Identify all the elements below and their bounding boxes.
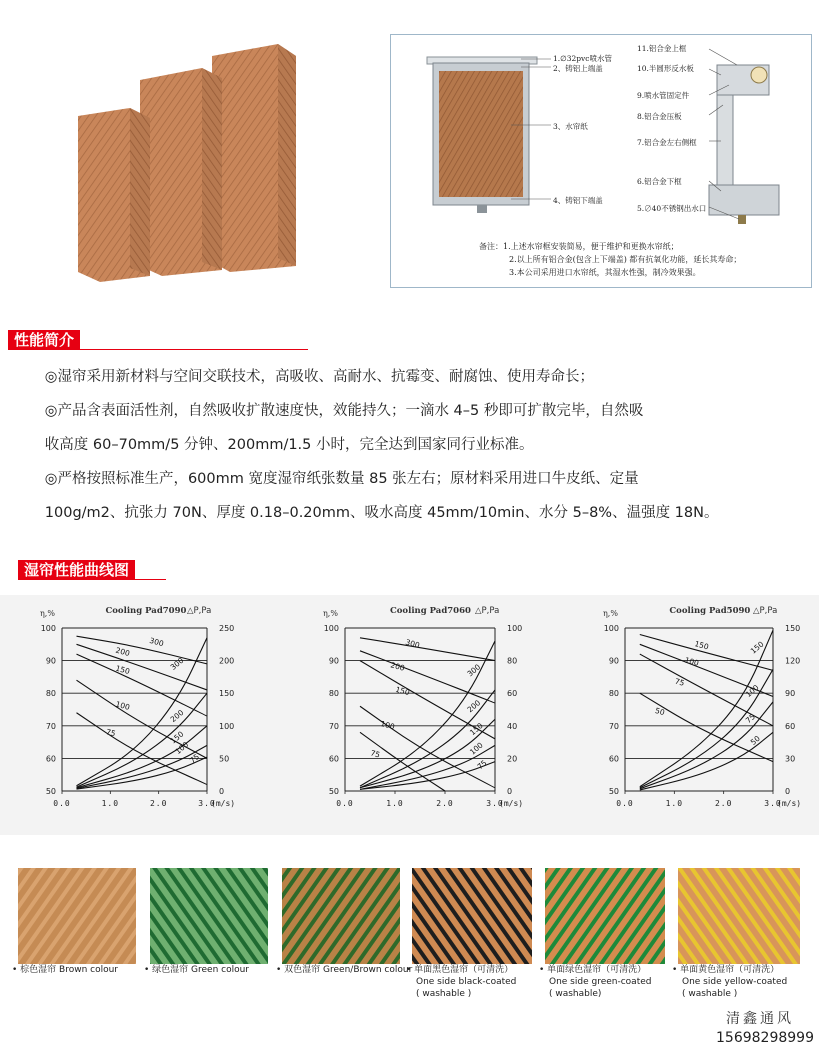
product-photo-brown: [18, 868, 136, 964]
performance-point-1: ◎湿帘采用新材料与空间交联技术，高吸收、高耐水、抗霉变、耐腐蚀、使用寿命长；: [44, 369, 594, 385]
pressure-curve-label: 100: [468, 740, 485, 757]
phone-number: 15698298999: [716, 1030, 814, 1046]
section-title-performance: 性能简介: [8, 330, 80, 350]
diagram-label-water-plate: 10.半圆形反水板: [637, 64, 694, 73]
product-caption: ( washable ): [682, 989, 738, 999]
diagram-label-top-cap: 2、铸铝上端盖: [553, 64, 603, 73]
chart-y2-tick-label: 0: [785, 787, 791, 796]
performance-point-2-cont: 收高度 60–70mm/5 分钟、200mm/1.5 小时，完全达到国家同行业标准。: [44, 437, 534, 453]
chart-y2-tick-label: 120: [785, 656, 801, 666]
diagram-label-top-frame: 11.铝合金上框: [637, 44, 687, 53]
pressure-curve-label: 50: [748, 733, 762, 747]
diagram-label-press-plate: 8.铝合金压板: [637, 112, 682, 121]
chart-y2-tick-label: 100: [219, 721, 235, 731]
performance-point-3-cont: 100g/m2、抗张力 70N、厚度 0.18–0.20mm、吸水高度 45mm/10min、水分 5–8%、温强度 18N。: [44, 505, 719, 521]
efficiency-curve-label: 150: [693, 639, 710, 652]
chart-y-tick-label: 70: [45, 721, 56, 731]
performance-description: [10, 360, 810, 530]
frame-assembly-diagram: [390, 34, 812, 288]
chart-x-unit: (m/s): [777, 799, 802, 808]
chart-title: Cooling Pad5090: [669, 606, 751, 616]
chart-y-tick-label: 80: [328, 689, 339, 699]
efficiency-curve-150: [77, 654, 208, 716]
diagram-label-outlet: 5.∅40不锈钢出水口: [637, 204, 707, 213]
chart-y-tick-label: 80: [45, 689, 56, 699]
chart-y-tick-label: 60: [45, 754, 56, 764]
pressure-curve-label: 150: [168, 729, 186, 746]
chart-x-tick-label: 2.0: [436, 799, 454, 808]
product-caption: • 绿色湿帘 Green colour: [144, 965, 250, 975]
chart-x-tick-label: 2.0: [149, 799, 168, 808]
chart-y2-tick-label: 60: [785, 721, 796, 731]
section-underline: [18, 579, 166, 580]
product-caption: • 棕色湿帘 Brown colour: [12, 965, 119, 975]
pressure-curve-label: 200: [168, 707, 186, 725]
pressure-curve-label: 75: [475, 758, 489, 772]
diagram-label-bottom-frame: 6.铝合金下框: [637, 177, 682, 186]
product-caption: • 双色湿帘 Green/Brown colour: [276, 965, 413, 975]
chart-x-tick-label: 0.0: [336, 799, 354, 808]
chart-y2-tick-label: 200: [219, 656, 235, 666]
pressure-curve-label: 150: [468, 721, 485, 738]
chart-y-label: η,%: [603, 609, 618, 618]
chart-y-tick-label: 90: [608, 656, 619, 666]
product-caption: • 单面黑色湿帘（可清洗）: [406, 965, 514, 975]
efficiency-curve-label: 100: [114, 699, 131, 712]
section-title-curves: 湿帘性能曲线图: [18, 560, 135, 580]
chart-y2-tick-label: 30: [785, 754, 796, 764]
product-photo-green: [150, 868, 268, 964]
chart-y-tick-label: 70: [328, 721, 339, 731]
performance-point-3: ◎严格按照标准生产，600mm 宽度湿帘纸张数量 85 张左右；原材料采用进口牛皮纸、定量: [44, 471, 639, 487]
chart-x-tick-label: 3.0: [486, 799, 504, 808]
diagram-label-pipe: 1.∅32pvc喷水管: [553, 54, 612, 63]
pressure-curve-label: 300: [168, 655, 186, 672]
diagram-label-bottom-cap: 4、铸铝下端盖: [553, 196, 603, 205]
chart-y2-tick-label: 0: [507, 787, 513, 796]
efficiency-curve-label: 50: [654, 705, 666, 718]
brand-watermark: 清鑫通风: [726, 1011, 794, 1027]
section-underline: [8, 349, 308, 350]
product-caption: • 单面黄色湿帘（可清洗）: [672, 965, 780, 975]
product-caption: One side green-coated: [549, 977, 652, 987]
efficiency-curve-label: 75: [104, 727, 117, 739]
efficiency-curve-label: 150: [114, 663, 131, 677]
pressure-curve-300: [77, 635, 208, 786]
product-photo-greenc: [545, 868, 665, 964]
chart-y2-tick-label: 250: [219, 624, 235, 633]
efficiency-curve-200: [77, 644, 208, 690]
chart-y2-label: △P,Pa: [475, 606, 500, 616]
product-caption: One side yellow-coated: [682, 977, 788, 987]
pressure-curve-label: 75: [743, 712, 757, 726]
performance-curves-panel: [0, 595, 819, 835]
chart-y2-tick-label: 80: [507, 656, 518, 666]
performance-point-2: ◎产品含表面活性剂，自然吸收扩散速度快，效能持久；一滴水 4–5 秒即可扩散完毕，自然吸: [44, 403, 644, 419]
product-caption: ( washable ): [416, 989, 472, 999]
performance-curves-svg: [0, 595, 819, 835]
product-caption: One side black-coated: [416, 977, 517, 987]
chart-y-tick-label: 80: [608, 689, 619, 699]
chart-title: Cooling Pad7060: [390, 606, 471, 616]
product-caption: • 单面绿色湿帘（可清洗）: [539, 965, 647, 975]
chart-y2-tick-label: 150: [219, 689, 235, 699]
chart-y2-tick-label: 60: [507, 689, 518, 699]
chart-y-label: η,%: [323, 609, 338, 618]
chart-y2-tick-label: 90: [785, 689, 796, 699]
chart-y-tick-label: 100: [323, 624, 339, 633]
diagram-label-pipe-holder: 9.喷水管固定件: [637, 91, 690, 100]
chart-x-tick-label: 1.0: [386, 799, 404, 808]
diagram-note-1: 备注：1.上述水帘框安装简易，便于维护和更换水帘纸；: [479, 242, 679, 251]
chart-y-label: η,%: [40, 609, 55, 618]
pressure-curve-label: 300: [465, 662, 483, 679]
chart-y-tick-label: 60: [328, 754, 339, 764]
chart-y-tick-label: 90: [328, 656, 339, 666]
chart-x-tick-label: 1.0: [665, 799, 684, 808]
chart-x-tick-label: 1.0: [101, 799, 120, 808]
efficiency-curve-300: [77, 636, 208, 664]
chart-y2-tick-label: 50: [219, 754, 230, 764]
chart-y-tick-label: 60: [608, 754, 619, 764]
chart-y-tick-label: 70: [608, 721, 619, 731]
chart-x-tick-label: 2.0: [714, 799, 733, 808]
chart-x-tick-label: 0.0: [53, 799, 71, 808]
pressure-curve-label: 200: [465, 698, 483, 715]
pressure-curve-label: 100: [743, 682, 761, 700]
efficiency-curve-label: 100: [683, 655, 700, 668]
efficiency-curve-label: 200: [389, 660, 406, 673]
chart-y2-tick-label: 0: [219, 787, 225, 796]
efficiency-curve-label: 300: [404, 637, 421, 650]
chart-title: Cooling Pad7090: [105, 606, 187, 616]
efficiency-curve-label: 75: [369, 748, 382, 760]
chart-x-tick-label: 3.0: [764, 799, 782, 808]
chart-x-tick-label: 3.0: [198, 799, 216, 808]
stacked-cooling-pads-photo: [60, 20, 328, 290]
efficiency-curve-300: [360, 638, 495, 661]
pressure-curve-label: 75: [188, 752, 202, 766]
efficiency-curve-label: 300: [148, 635, 165, 649]
chart-x-unit: (m/s): [499, 799, 524, 808]
pressure-curve-label: 100: [173, 739, 191, 757]
product-photo-black: [412, 868, 532, 964]
product-variants-photos: [0, 860, 819, 970]
pressure-curve-label: 150: [748, 639, 766, 656]
chart-y-tick-label: 90: [45, 656, 56, 666]
chart-y2-label: △P,Pa: [187, 606, 212, 616]
chart-y-tick-label: 50: [45, 787, 56, 796]
chart-y2-tick-label: 40: [507, 721, 518, 731]
product-photo-dual: [282, 868, 400, 964]
chart-y2-tick-label: 100: [507, 624, 523, 633]
chart-y-tick-label: 100: [40, 624, 56, 633]
chart-x-unit: (m/s): [211, 799, 236, 808]
chart-y2-tick-label: 20: [507, 754, 518, 764]
diagram-label-side-frame: 7.铝合金左右侧框: [637, 138, 697, 147]
efficiency-curve-200: [360, 651, 495, 703]
chart-x-tick-label: 0.0: [616, 799, 634, 808]
diagram-note-2: 2.以上所有铝合金(包含上下端盖) 都有抗氧化功能，延长其寿命；: [509, 255, 742, 264]
chart-y-tick-label: 50: [328, 787, 339, 796]
efficiency-curve-label: 200: [114, 645, 131, 659]
pressure-curve-200: [77, 693, 208, 787]
chart-y2-label: △P,Pa: [753, 606, 778, 616]
product-caption: ( washable): [549, 989, 602, 999]
diagram-note-3: 3.本公司采用进口水帘纸，其湿水性强，制冷效果强。: [509, 268, 701, 277]
diagram-label-pad-paper: 3、水帘纸: [553, 122, 588, 131]
efficiency-curve-label: 75: [673, 676, 686, 688]
product-photo-yellow: [678, 868, 800, 964]
chart-y-tick-label: 100: [603, 624, 619, 633]
chart-y-tick-label: 50: [608, 787, 619, 796]
chart-y2-tick-label: 150: [785, 624, 801, 633]
efficiency-curve-label: 150: [394, 684, 411, 698]
efficiency-curve-label: 100: [379, 719, 396, 732]
